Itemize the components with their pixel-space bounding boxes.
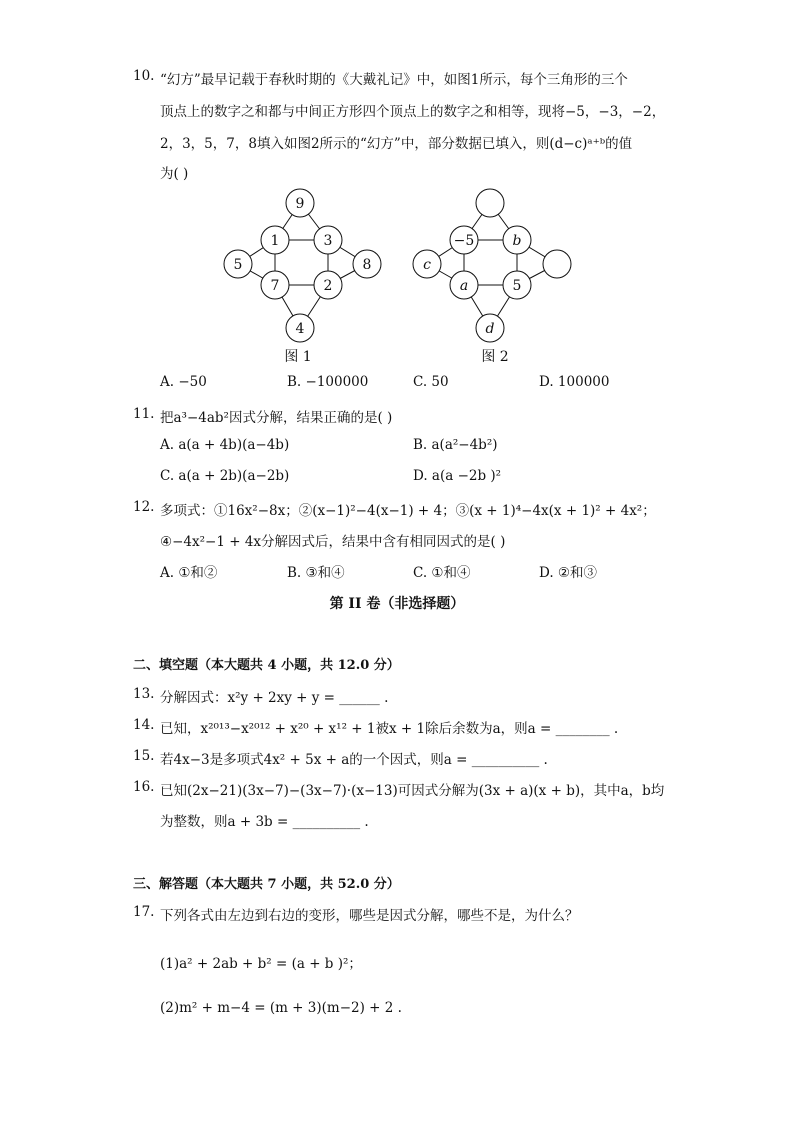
q12-option-c[interactable]: C. ①和④ (413, 565, 471, 581)
q14-text: 已知，x²⁰¹³−x²⁰¹² + x²⁰ + x¹² + 1被x + 1除后余数为a，则a = ________ . (160, 721, 619, 737)
fig1-label-sq-bl: 7 (270, 278, 280, 294)
q12-line-1: 多项式：①16x²−8x；②(x−1)²−4(x−1) + 4；③(x + 1)⁴−4x(x + 1)² + 4x²； (160, 503, 656, 519)
fill-blank-section-heading: 二、填空题（本大题共 4 小题，共 12.0 分） (133, 658, 400, 673)
q10-option-d[interactable]: D. 100000 (539, 374, 610, 390)
fig2-caption: 图 2 (481, 349, 509, 365)
fig1-label-sq-tl: 1 (270, 233, 280, 249)
figure-2 (427, 203, 557, 328)
magic-square-figures (210, 183, 590, 368)
q10-line-4: 为( ) (160, 166, 189, 182)
question-number: 14. (133, 717, 155, 733)
fig2-node-top (476, 189, 504, 217)
q11-option-d[interactable]: D. a(a −2b )² (413, 468, 502, 484)
fig2-label-sq-br: 5 (512, 278, 522, 294)
q10-option-b[interactable]: B. −100000 (287, 374, 369, 390)
q16-line-1: 已知(2x−21)(3x−7)−(3x−7)·(x−13)可因式分解为(3x + a)(x + b)，其中a，b均 (160, 783, 665, 799)
q12-option-d[interactable]: D. ②和③ (539, 565, 598, 581)
fig2-label-sq-tr: b (512, 233, 522, 249)
q13-text: 分解因式：x²y + 2xy + y = ______ . (160, 690, 389, 706)
figure-1 (238, 203, 367, 328)
question-number: 16. (133, 779, 155, 795)
question-number: 11. (133, 406, 155, 422)
q16-line-2: 为整数，则a + 3b = __________ . (160, 814, 369, 830)
q12-line-2: ④−4x²−1 + 4x分解因式后，结果中含有相同因式的是( ) (160, 534, 506, 550)
q11-option-b[interactable]: B. a(a²−4b²) (413, 437, 498, 453)
q11-option-a[interactable]: A. a(a + 4b)(a−4b) (160, 437, 290, 453)
question-number: 13. (133, 686, 155, 702)
fig1-caption: 图 1 (284, 349, 312, 365)
solution-section-heading: 三、解答题（本大题共 7 小题，共 52.0 分） (133, 877, 400, 892)
q11-option-c[interactable]: C. a(a + 2b)(a−2b) (160, 468, 290, 484)
q15-text: 若4x−3是多项式4x² + 5x + a的一个因式，则a = __________ . (160, 752, 548, 768)
q10-option-a[interactable]: A. −50 (160, 374, 207, 390)
fig2-label-sq-bl: a (459, 278, 469, 294)
question-number: 15. (133, 748, 155, 764)
part-2-title: 第 II 卷（非选择题） (329, 596, 465, 612)
q10-option-c[interactable]: C. 50 (413, 374, 449, 390)
fig1-label-left: 5 (233, 257, 243, 273)
q12-option-b[interactable]: B. ③和④ (287, 565, 345, 581)
fig1-label-sq-br: 2 (323, 278, 333, 294)
q11-stem: 把a³−4ab²因式分解，结果正确的是( ) (160, 410, 393, 426)
question-number: 17. (133, 904, 155, 920)
q10-line-3: 2，3，5，7，8填入如图2所示的“幻方”中，部分数据已填入，则(d−c)ᵃ⁺ᵇ的值 (160, 136, 633, 152)
q10-line-1: “幻方”最早记载于春秋时期的《大戴礼记》中，如图1所示，每个三角形的三个 (160, 72, 628, 88)
fig1-label-sq-tr: 3 (323, 233, 333, 249)
q17-sub-2: (2)m² + m−4 = (m + 3)(m−2) + 2 . (160, 1000, 402, 1016)
fig1-label-right: 8 (362, 257, 372, 273)
question-number: 12. (133, 499, 155, 515)
q17-stem: 下列各式由左边到右边的变形，哪些是因式分解，哪些不是，为什么？ (160, 908, 579, 924)
fig2-node-right (543, 250, 571, 278)
fig1-label-bottom: 4 (295, 321, 305, 337)
fig2-label-left: c (423, 257, 431, 273)
fig2-label-sq-tl: −5 (453, 233, 475, 249)
q10-line-2: 顶点上的数字之和都与中间正方形四个顶点上的数字之和相等，现将−5，−3，−2， (160, 104, 666, 120)
fig2-label-bottom: d (485, 321, 495, 337)
q17-sub-1: (1)a² + 2ab + b² = (a + b )²； (160, 956, 362, 972)
q12-option-a[interactable]: A. ①和② (160, 565, 218, 581)
question-number: 10. (133, 68, 155, 84)
fig1-label-top: 9 (295, 196, 305, 212)
